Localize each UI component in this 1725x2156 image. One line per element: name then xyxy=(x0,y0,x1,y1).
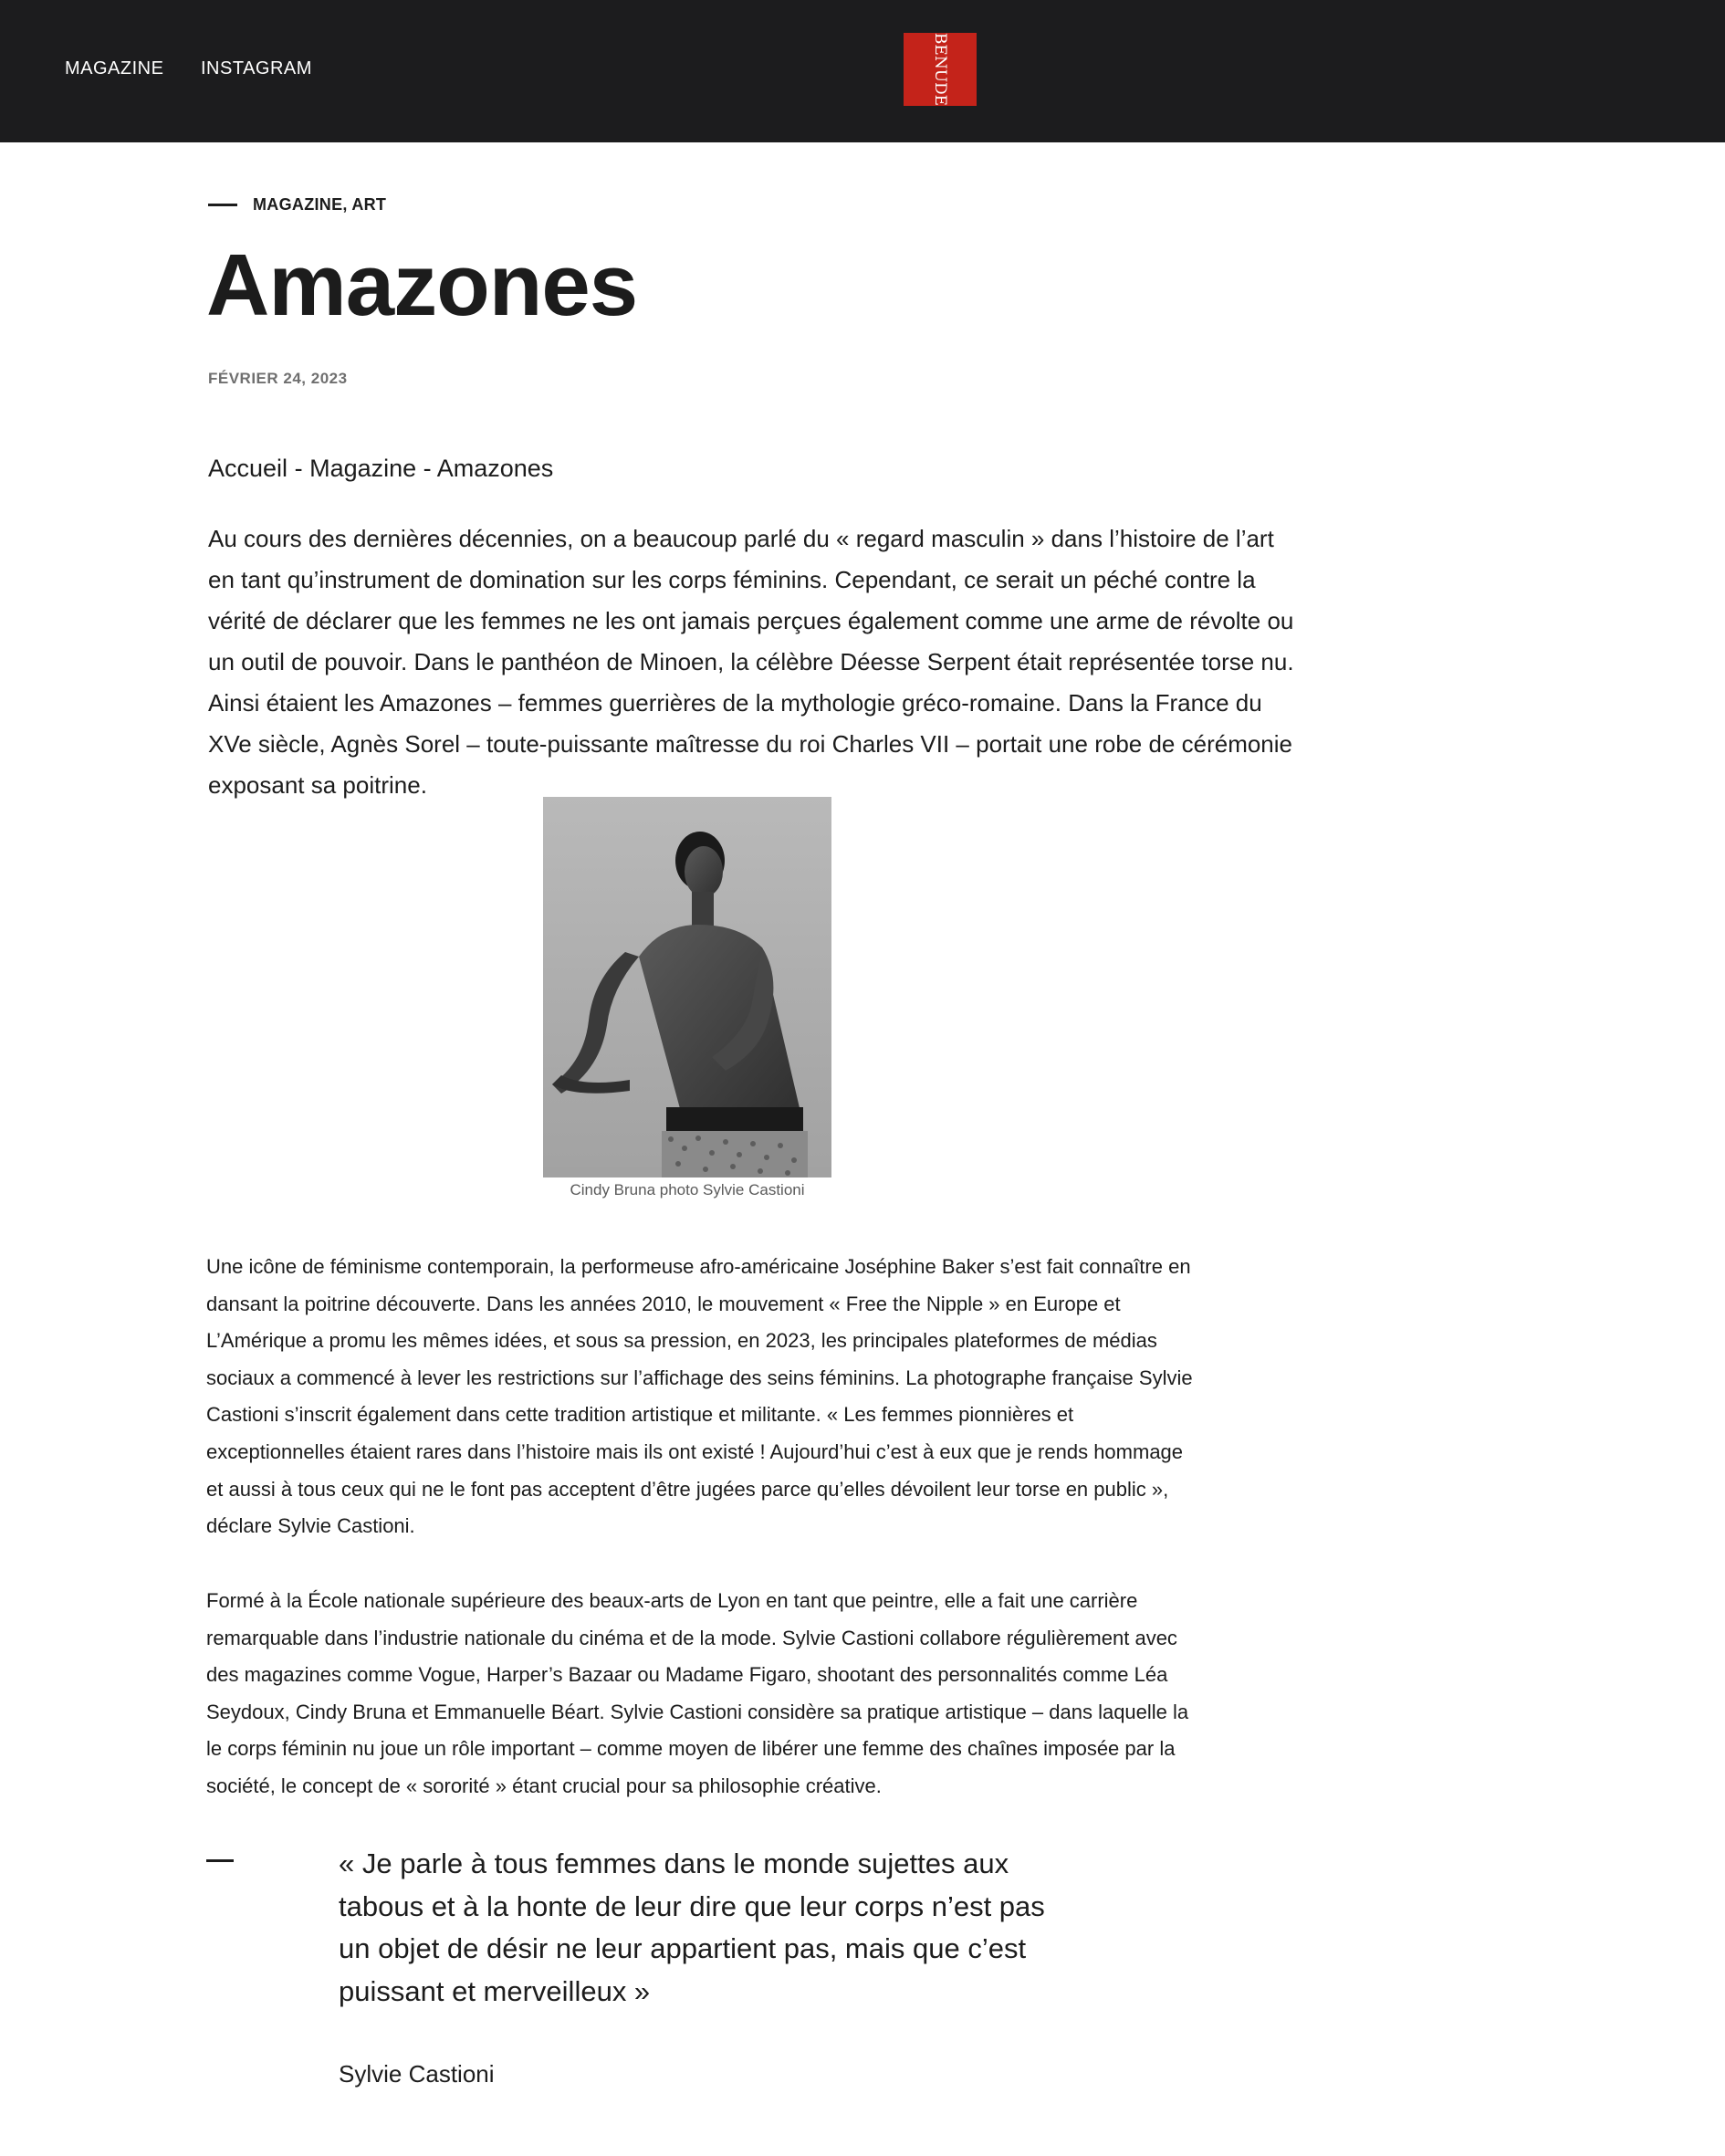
article-category xyxy=(208,195,386,215)
breadcrumb-current: Amazones xyxy=(436,455,554,482)
body-paragraph: Une icône de féminisme contemporain, la performeuse afro-américaine Joséphine Baker s’est fait connaître en dansant la poitrine découverte. Dans les années 2010, le mouvement « Free the Nipple » en Europe et L’Amérique a promu les mêmes idées, et sous sa pression, en 2023, les principales plateformes de médias sociaux a commencé à lever les restrictions sur l’affichage des seins féminins. La photographe française Sylvie Castioni s’inscrit également dans cette tradition artistique et militante. « Les femmes pionnières et exceptionnelles étaient rares dans l’histoire mais ils ont existé ! Aujourd’hui c’est à eux que je rends hommage et aussi à tous ceux qui ne le font pas acceptent d’être jugées parce qu’elles dévoilent leur torse en public », déclare Sylvie Castioni. xyxy=(206,1255,1193,1538)
quote-dash xyxy=(206,1859,234,1862)
category-label[interactable]: MAGAZINE, ART xyxy=(253,195,387,214)
portrait-photo xyxy=(543,797,831,1177)
article-figure xyxy=(543,797,831,1199)
site-logo[interactable] xyxy=(904,33,977,106)
nav-link-magazine[interactable]: MAGAZINE xyxy=(65,58,164,78)
intro-paragraph: Au cours des dernières décennies, on a beaucoup parlé du « regard masculin » dans l’histoire de l’art en tant qu’instrument de domination sur les corps féminins. Cependant, ce serait un péché contre la vérité de déclarer que les femmes ne les ont jamais perçues également comme une arme de révolte ou un outil de pouvoir. Dans le panthéon de Minoen, la célèbre Déesse Serpent était représentée torse nu. Ainsi étaient les Amazones – femmes guerrières de la mythologie gréco-romaine. Dans la France du XVe siècle, Agnès Sorel – toute-puissante maîtresse du roi Charles VII – portait une robe de cérémonie exposant sa poitrine. xyxy=(208,525,1294,799)
breadcrumb-magazine[interactable]: Magazine xyxy=(309,455,417,482)
publish-date: FÉVRIER 24, 2023 xyxy=(208,370,348,387)
breadcrumb-separator: - xyxy=(423,455,432,482)
breadcrumb xyxy=(208,455,553,483)
breadcrumb-separator: - xyxy=(294,455,303,482)
pull-quote: « Je parle à tous femmes dans le monde sujettes aux tabous et à la honte de leur dire que leur corps n’est pas un objet de désir ne leur appartient pas, mais que c’est puissant et merveilleux » xyxy=(339,1847,1045,2007)
category-dash xyxy=(208,204,237,206)
quote-author: Sylvie Castioni xyxy=(339,2060,495,2088)
top-bar xyxy=(0,0,1725,142)
page-title: Amazones xyxy=(206,236,638,334)
nav-link-instagram[interactable]: INSTAGRAM xyxy=(201,58,312,78)
image-caption: Cindy Bruna photo Sylvie Castioni xyxy=(570,1181,805,1198)
breadcrumb-home[interactable]: Accueil xyxy=(208,455,288,482)
logo-text: BENUDE xyxy=(931,32,949,107)
body-paragraph: Formé à la École nationale supérieure des beaux-arts de Lyon en tant que peintre, elle a fait une carrière remarquable dans l’industrie nationale du cinéma et de la mode. Sylvie Castioni collabore régulièrement avec des magazines comme Vogue, Harper’s Bazaar ou Madame Figaro, shootant des personnalités comme Léa Seydoux, Cindy Bruna et Emmanuelle Béart. Sylvie Castioni considère sa pratique artistique – dans laquelle la le corps féminin nu joue un rôle important – comme moyen de libérer une femme des chaînes imposée par la société, le concept de « sororité » étant crucial pour sa philosophie créative. xyxy=(206,1589,1189,1797)
